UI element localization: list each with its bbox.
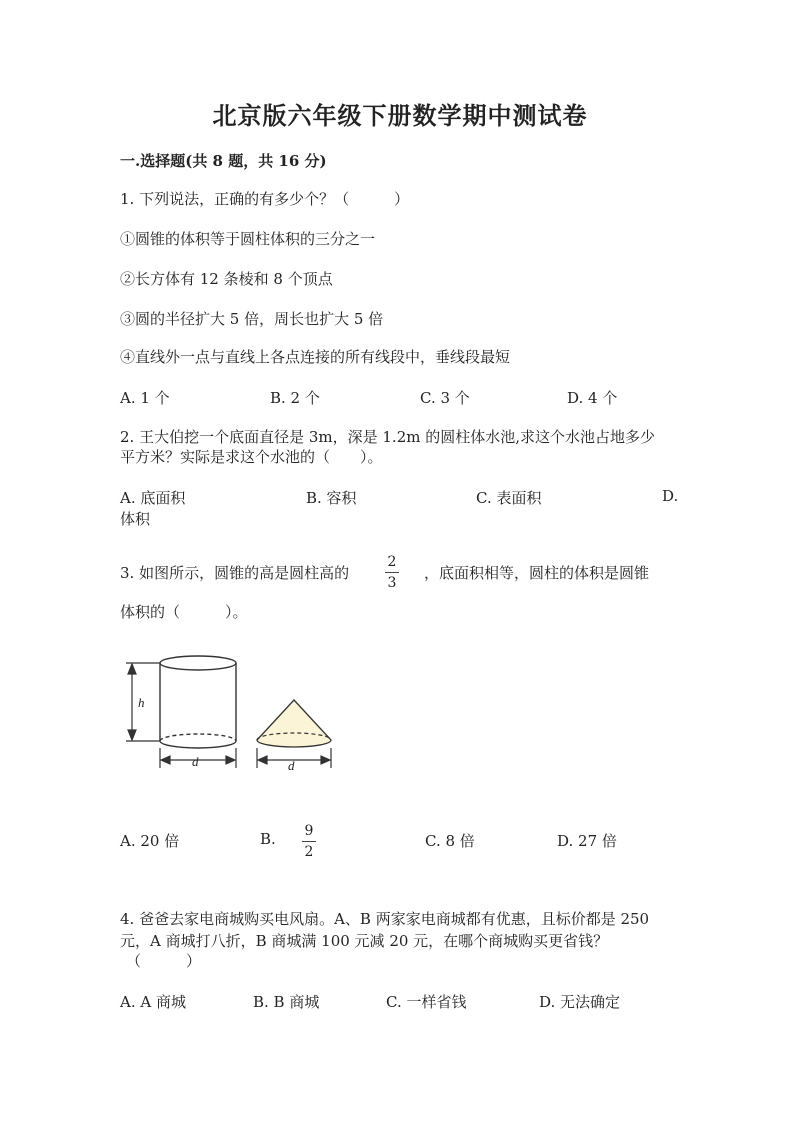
q3-option-b-denominator: 2 [304, 844, 314, 860]
q2-option-d-label[interactable]: D. [662, 487, 679, 505]
cylinder-diameter-label: d [192, 754, 199, 769]
q2-option-c[interactable]: C. 表面积 [476, 489, 542, 507]
fraction-bar [385, 572, 399, 573]
q4-stem-line-1: 4. 爸爸去家电商城购买电风扇。A、B 两家家电商城都有优惠，且标价都是 250 [120, 910, 650, 928]
section-heading: 一.选择题(共 8 题，共 16 分) [120, 152, 327, 170]
q1-option-d[interactable]: D. 4 个 [567, 389, 618, 407]
q3-stem-part-3: 体积的（ ）。 [120, 603, 248, 621]
q4-option-d[interactable]: D. 无法确定 [539, 993, 621, 1011]
q1-option-a[interactable]: A. 1 个 [120, 389, 170, 407]
q3-option-b-numerator: 9 [304, 823, 314, 839]
q3-option-d[interactable]: D. 27 倍 [557, 832, 617, 850]
q2-option-a[interactable]: A. 底面积 [120, 489, 186, 507]
q1-statement-4: ④直线外一点与直线上各点连接的所有线段中，垂线段最短 [120, 348, 511, 366]
q3-fraction-denominator: 3 [387, 575, 397, 591]
q3-option-b-label[interactable]: B. [260, 830, 276, 848]
q1-option-b[interactable]: B. 2 个 [270, 389, 320, 407]
q3-option-a[interactable]: A. 20 倍 [120, 832, 180, 850]
q2-stem-line-1: 2. 王大伯挖一个底面直径是 3m，深是 1.2m 的圆柱体水池,求这个水池占地多少 [120, 428, 656, 446]
page-title: 北京版六年级下册数学期中测试卷 [212, 101, 588, 130]
q3-option-c[interactable]: C. 8 倍 [425, 832, 475, 850]
q4-stem-line-2: 元，A 商城打八折，B 商城满 100 元减 20 元，在哪个商城购买更省钱？ [120, 932, 609, 950]
height-label: h [138, 695, 145, 710]
q1-statement-3: ③圆的半径扩大 5 倍，周长也扩大 5 倍 [120, 310, 384, 328]
q3-fraction [385, 554, 399, 591]
cylinder [160, 656, 236, 748]
q4-stem-line-3: （ ） [126, 952, 202, 970]
q4-option-a[interactable]: A. A 商城 [120, 993, 186, 1011]
q1-statement-1: ①圆锥的体积等于圆柱体积的三分之一 [120, 230, 376, 248]
cone [257, 700, 331, 747]
q3-option-b-fraction[interactable] [302, 823, 316, 860]
cone-diameter-label: d [288, 758, 295, 773]
q1-option-c[interactable]: C. 3 个 [420, 389, 470, 407]
q4-option-c[interactable]: C. 一样省钱 [386, 993, 467, 1011]
q2-option-b[interactable]: B. 容积 [306, 489, 357, 507]
q3-fraction-numerator: 2 [387, 554, 397, 570]
q2-stem-line-2: 平方米？实际是求这个水池的（ ）。 [120, 448, 383, 466]
cylinder-cone-figure [120, 650, 350, 780]
q1-stem: 1. 下列说法，正确的有多少个？（ ） [120, 190, 410, 208]
q3-stem-part-2: ，底面积相等，圆柱的体积是圆锥 [424, 564, 650, 582]
q3-stem-part-1: 3. 如图所示，圆锥的高是圆柱高的 [120, 564, 350, 582]
q4-option-b[interactable]: B. B 商城 [253, 993, 320, 1011]
q2-option-d-text[interactable]: 体积 [120, 510, 151, 528]
fraction-bar [302, 841, 316, 842]
q1-statement-2: ②长方体有 12 条棱和 8 个顶点 [120, 270, 333, 288]
